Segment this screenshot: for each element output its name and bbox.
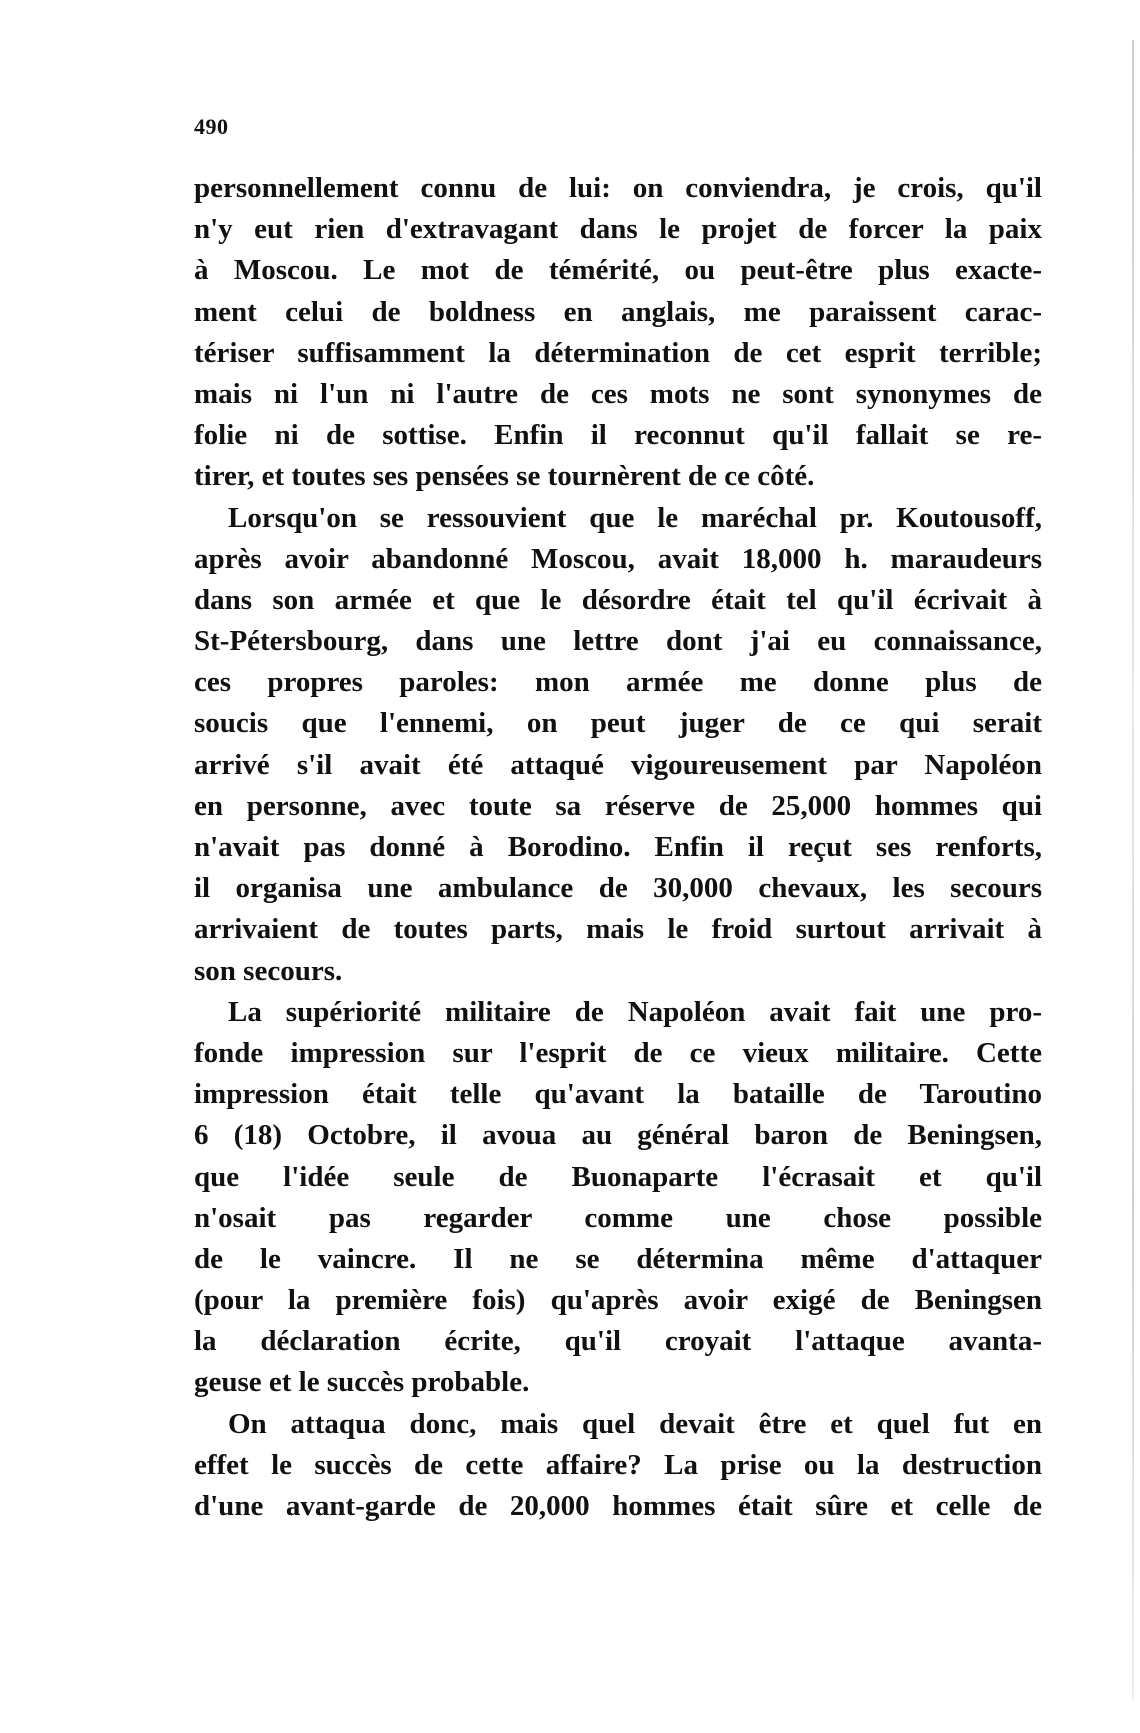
text-line: effet le succès de cette affaire? La prise ou la destruction [194,1448,1042,1481]
text-line: d'une avant-garde de 20,000 hommes était sûre et celle de [194,1490,1042,1522]
text-line: son secours. [194,954,343,987]
text-line: de le vaincre. Il ne se détermina même d'attaquer [194,1242,1042,1275]
body-text [194,168,1042,1527]
text-line: que l'idée seule de Buonaparte l'écrasait et qu'il [194,1160,1042,1193]
text-line: mais ni l'un ni l'autre de ces mots ne sont synonymes de [194,377,1042,410]
text-line: fonde impression sur l'esprit de ce vieux militaire. Cette [194,1036,1042,1069]
text-line: arrivaient de toutes parts, mais le froid surtout arrivait à [194,913,1042,946]
text-line: On attaqua donc, mais quel devait être et quel fut en [228,1407,1042,1440]
text-line: ment celui de boldness en anglais, me paraissent carac- [194,295,1042,328]
text-line: ces propres paroles: mon armée me donne plus de [194,666,1042,699]
text-line: folie ni de sottise. Enfin il reconnut qu'il fallait se re- [194,419,1042,452]
text-line: tériser suffisamment la détermination de cet esprit terrible; [194,336,1042,369]
text-line: n'osait pas regarder comme une chose possible [194,1201,1042,1234]
text-line: après avoir abandonné Moscou, avait 18,000 h. maraudeurs [194,542,1042,575]
text-line: dans son armée et que le désordre était tel qu'il écrivait à [194,583,1042,616]
text-line: personnellement connu de lui: on conviendra, je crois, qu'il [194,172,1042,204]
text-line: Lorsqu'on se ressouvient que le maréchal pr. Koutousoff, [228,501,1042,534]
page-edge-shadow [1132,40,1134,1700]
text-line: 6 (18) Octobre, il avoua au général baron de Beningsen, [194,1119,1042,1152]
text-line: il organisa une ambulance de 30,000 chevaux, les secours [194,872,1042,905]
page-number: 490 [194,114,229,139]
text-line: (pour la première fois) qu'après avoir exigé de Beningsen [194,1284,1042,1317]
text-line: n'y eut rien d'extravagant dans le projet de forcer la paix [194,213,1042,246]
text-line: la déclaration écrite, qu'il croyait l'attaque avanta- [194,1325,1042,1358]
text-line: arrivé s'il avait été attaqué vigoureusement par Napoléon [194,748,1042,781]
text-line: St-Pétersbourg, dans une lettre dont j'ai eu connaissance, [194,625,1042,658]
text-line: en personne, avec toute sa réserve de 25,000 hommes qui [194,789,1042,822]
text-line: à Moscou. Le mot de témérité, ou peut-être plus exacte- [194,254,1042,287]
text-line: soucis que l'ennemi, on peut juger de ce qui serait [194,707,1042,740]
text-line: tirer, et toutes ses pensées se tournèrent de ce côté. [194,460,815,493]
text-line: geuse et le succès probable. [194,1366,530,1399]
text-line: La supériorité militaire de Napoléon avait fait une pro- [228,995,1042,1028]
text-line: n'avait pas donné à Borodino. Enfin il reçut ses renforts, [194,831,1042,863]
text-line: impression était telle qu'avant la bataille de Taroutino [194,1078,1042,1111]
